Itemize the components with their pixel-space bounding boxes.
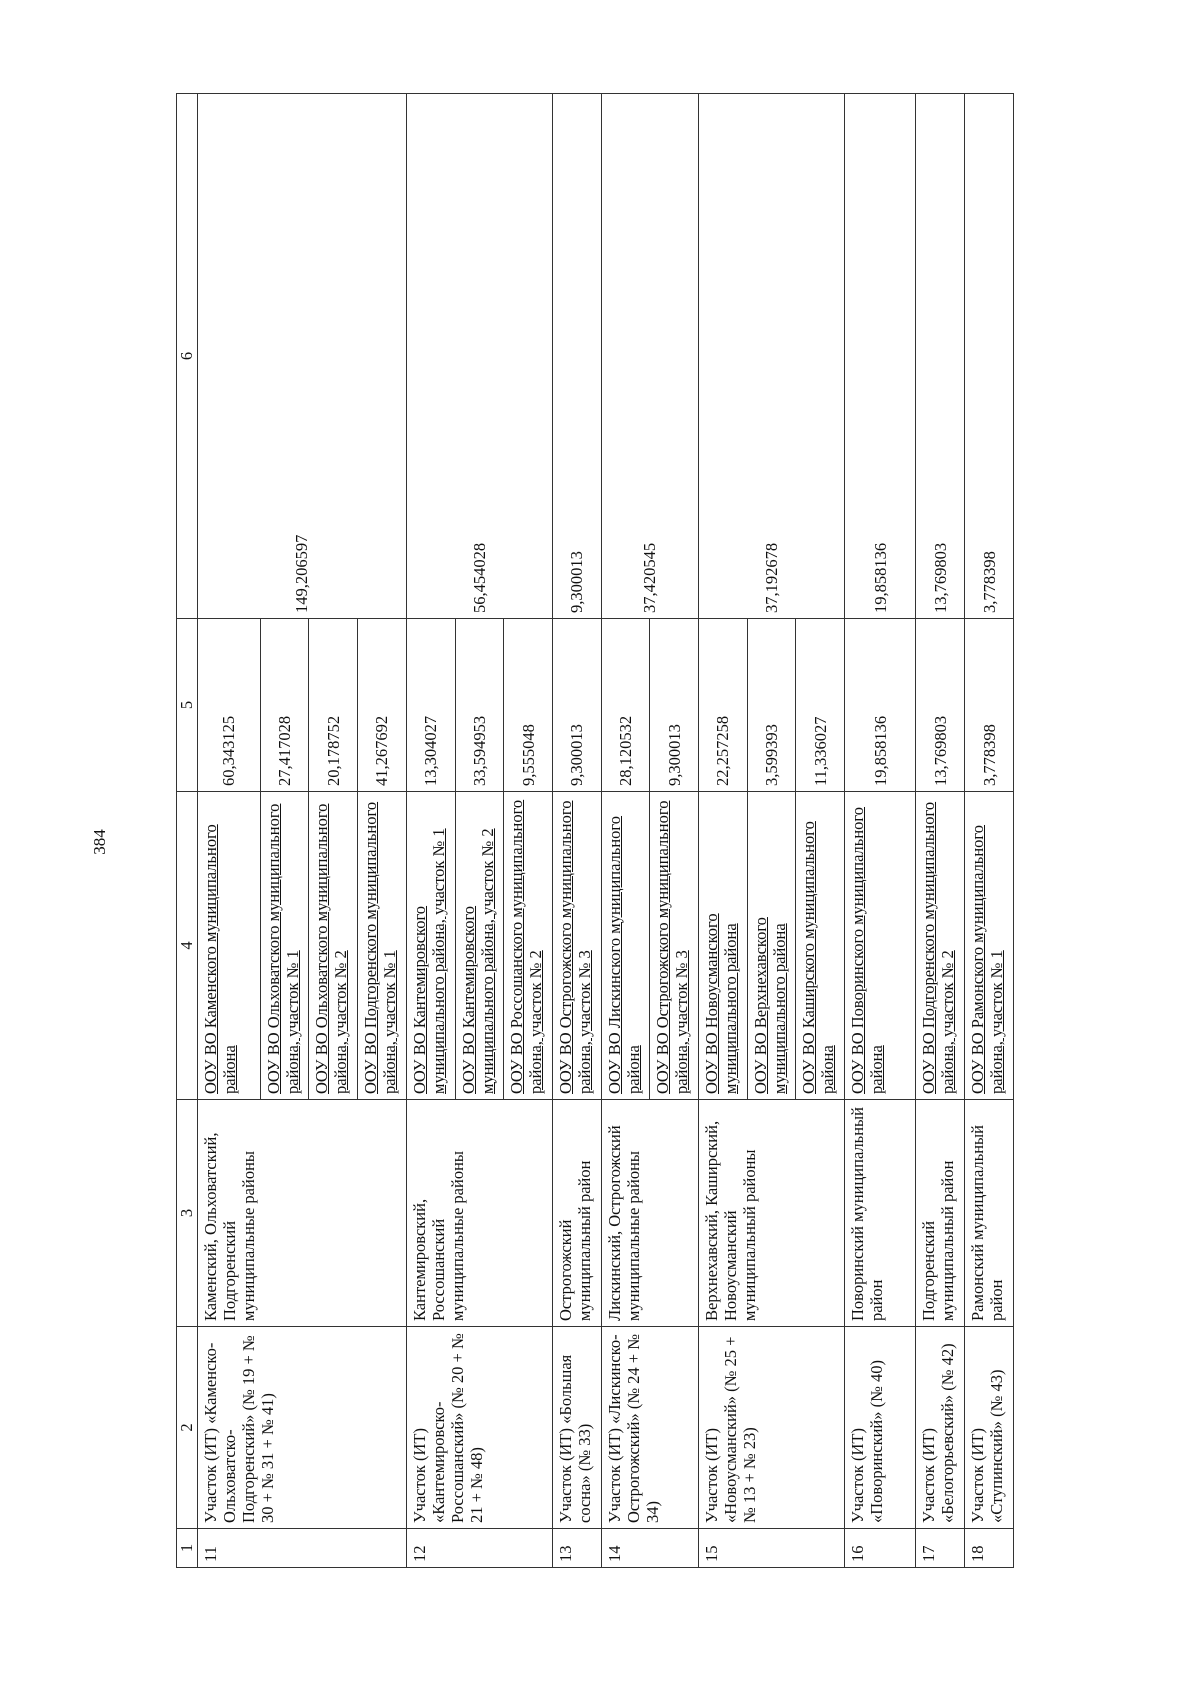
organization: ООУ ВО Каменского муниципального района bbox=[198, 792, 261, 1100]
districts: Кантемировский, Россошанский муниципальные районы bbox=[406, 1100, 552, 1327]
table-row bbox=[916, 94, 965, 1568]
area-value: 33,594953 bbox=[455, 619, 504, 792]
table-row bbox=[601, 94, 650, 1568]
organization: ООУ ВО Каширского муниципального района bbox=[796, 792, 845, 1100]
area-value: 28,120532 bbox=[601, 619, 650, 792]
districts: Рамонский муниципальный район bbox=[965, 1100, 1014, 1327]
area-value: 9,555048 bbox=[504, 619, 553, 792]
site-name: Участок (ИТ) «Кантемировско-Россошанский» (№ 20 + № 21 + № 48) bbox=[406, 1327, 552, 1529]
area-value: 13,304027 bbox=[406, 619, 455, 792]
districts: Поворинский муниципальный район bbox=[845, 1100, 916, 1327]
total-value: 19,858136 bbox=[845, 94, 916, 619]
area-value: 60,343125 bbox=[198, 619, 261, 792]
area-value: 3,599393 bbox=[747, 619, 796, 792]
area-value: 41,267692 bbox=[358, 619, 407, 792]
table-body bbox=[198, 94, 1014, 1568]
row-number: 15 bbox=[698, 1529, 844, 1568]
row-number: 14 bbox=[601, 1529, 698, 1568]
area-value: 22,257258 bbox=[698, 619, 747, 792]
table-row bbox=[965, 94, 1014, 1568]
row-number: 18 bbox=[965, 1529, 1014, 1568]
site-name: Участок (ИТ) «Каменско-Ольховатско-Подгоренский» (№ 19 + № 30 + № 31 + № 41) bbox=[198, 1327, 407, 1529]
row-number: 11 bbox=[198, 1529, 407, 1568]
total-value: 37,192678 bbox=[698, 94, 844, 619]
total-value: 9,300013 bbox=[552, 94, 601, 619]
site-name: Участок (ИТ) «Лискинско-Острогожский» (№ 24 + № 34) bbox=[601, 1327, 698, 1529]
area-value: 9,300013 bbox=[650, 619, 699, 792]
area-value: 27,417028 bbox=[260, 619, 309, 792]
districts: Острогожский муниципальный район bbox=[552, 1100, 601, 1327]
area-value: 20,178752 bbox=[309, 619, 358, 792]
table-row bbox=[845, 94, 916, 1568]
districts: Подгоренский муниципальный район bbox=[916, 1100, 965, 1327]
area-value: 19,858136 bbox=[845, 619, 916, 792]
site-name: Участок (ИТ) «Ступинский» (№ 43) bbox=[965, 1327, 1014, 1529]
total-value: 37,420545 bbox=[601, 94, 698, 619]
organization: ООУ ВО Верхнехавского муниципального района bbox=[747, 792, 796, 1100]
organization: ООУ ВО Поворинского муниципального района bbox=[845, 792, 916, 1100]
row-number: 12 bbox=[406, 1529, 552, 1568]
site-name: Участок (ИТ) «Белогорьевский» (№ 42) bbox=[916, 1327, 965, 1529]
organization: ООУ ВО Подгоренского муниципального района, участок № 2 bbox=[916, 792, 965, 1100]
organization: ООУ ВО Новоусманского муниципального района bbox=[698, 792, 747, 1100]
total-value: 3,778398 bbox=[965, 94, 1014, 619]
districts: Каменский, Ольховатский, Подгоренский муниципальные районы bbox=[198, 1100, 407, 1327]
organization: ООУ ВО Кантемировского муниципального района, участок № 2 bbox=[455, 792, 504, 1100]
row-number: 13 bbox=[552, 1529, 601, 1568]
table-row bbox=[552, 94, 601, 1568]
row-number: 16 bbox=[845, 1529, 916, 1568]
column-header: 4 bbox=[177, 792, 198, 1100]
total-value: 56,454028 bbox=[406, 94, 552, 619]
organization: ООУ ВО Ольховатского муниципального района, участок № 2 bbox=[309, 792, 358, 1100]
header-row bbox=[177, 94, 198, 1568]
site-name: Участок (ИТ) «Поворинский» (№ 40) bbox=[845, 1327, 916, 1529]
districts: Лискинский, Острогожский муниципальные районы bbox=[601, 1100, 698, 1327]
table-row bbox=[198, 94, 261, 1568]
organization: ООУ ВО Лискинского муниципального района bbox=[601, 792, 650, 1100]
site-name: Участок (ИТ) «Большая сосна» (№ 33) bbox=[552, 1327, 601, 1529]
area-value: 9,300013 bbox=[552, 619, 601, 792]
organization: ООУ ВО Россошанского муниципального района, участок № 2 bbox=[504, 792, 553, 1100]
table-row bbox=[698, 94, 747, 1568]
column-header: 6 bbox=[177, 94, 198, 619]
organization: ООУ ВО Ольховатского муниципального района, участок № 1 bbox=[260, 792, 309, 1100]
column-header: 3 bbox=[177, 1100, 198, 1327]
row-number: 17 bbox=[916, 1529, 965, 1568]
organization: ООУ ВО Кантемировского муниципального района, участок № 1 bbox=[406, 792, 455, 1100]
column-header: 5 bbox=[177, 619, 198, 792]
area-value: 3,778398 bbox=[965, 619, 1014, 792]
column-header: 2 bbox=[177, 1327, 198, 1529]
organization: ООУ ВО Острогожского муниципального района, участок № 3 bbox=[650, 792, 699, 1100]
table-row bbox=[406, 94, 455, 1568]
column-header: 1 bbox=[177, 1529, 198, 1568]
organization: ООУ ВО Рамонского муниципального района, участок № 1 bbox=[965, 792, 1014, 1100]
table-container bbox=[176, 94, 1014, 1568]
data-table bbox=[176, 93, 1014, 1568]
organization: ООУ ВО Острогожского муниципального района, участок № 3 bbox=[552, 792, 601, 1100]
total-value: 13,769803 bbox=[916, 94, 965, 619]
total-value: 149,206597 bbox=[198, 94, 407, 619]
site-name: Участок (ИТ) «Новоусманский» (№ 25 + № 13 + № 23) bbox=[698, 1327, 844, 1529]
page-number: 384 bbox=[90, 829, 109, 855]
area-value: 11,336027 bbox=[796, 619, 845, 792]
districts: Верхнехавский, Каширский, Новоусманский муниципальный районы bbox=[698, 1100, 844, 1327]
organization: ООУ ВО Подгоренского муниципального района, участок № 1 bbox=[358, 792, 407, 1100]
area-value: 13,769803 bbox=[916, 619, 965, 792]
